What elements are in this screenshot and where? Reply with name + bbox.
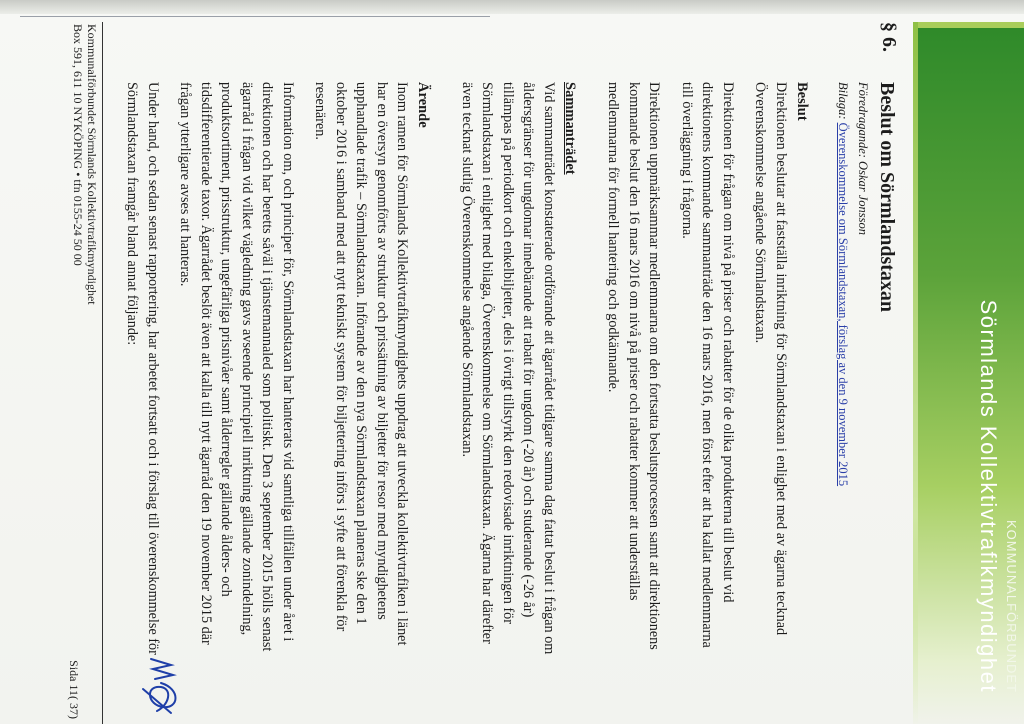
attachment-label: Bilaga: (836, 82, 850, 120)
section-number: § 6. (878, 22, 900, 52)
sammantradet-heading: Sammanträdet (562, 82, 578, 175)
presenter-name: Oskar Jonsson (856, 161, 870, 236)
header-stripe (913, 22, 918, 724)
scan-line (20, 16, 490, 17)
beslut-paragraph-1: Direktionen beslutar att fastställa inriktning för Sörmlandstaxan i enlighet med av ägarna tecknad Överenskommelse angående Sörmlandstaxan. (752, 82, 789, 636)
beslut-paragraph-3: Direktionen uppmärksammar medlemmarna om den fortsatta beslutsprocessen samt att direktionens kommande beslut den 16 mars 2016 om nivå på priser och rabatter kommer att underställas medlemmarna för formell hantering och godkännande. (605, 82, 663, 650)
presenter-label: Föredragande: (856, 82, 870, 158)
scan-edge (0, 0, 1024, 14)
arende-paragraph-2: Information om, och principer för, Sörmlandstaxan har hanterats vid samtliga tillfällen under året i direktionen och har beretts såväl i tjänstemannaled som politiskt. Den 3 september 2015 hölls senast ägarråd i frågan vid vilket vägledning gavs avseende principiell inriktning gällande zonindelning, produktsortiment, prisstruktur, ungefärliga prisnivåer samt ålderregler gällande ålders- och tidsdifferentierade taxor. Ägarrådet beslöt även att kalla till nytt ägarråd den 19 november 2015 där frågan ytterligare avses att hanteras. (177, 82, 296, 652)
sammantradet-paragraph: Vid sammanträdet konstaterade ordförande att ägarrådet tidigare samma dag fattat beslut i frågan om åldersgränser för ungdomar innebärande att rabatt för ungdom (-20 år) och studerande (-26 år) tillämpas på periodkort och enkelbiljetter, dels i övrigt tillstyrkt den redovisade inriktningen för Sörmlandstaxan i enlighet med bilaga, Överenskommelse om Sörmlandstaxan. Ägarna har därefter även tecknat slutlig Överenskommelse angående Sörmlandstaxan. (459, 82, 557, 655)
attachment-link[interactable]: Överenskommelse om Sörmlandstaxan, förslag av den 9 november 2015 (836, 122, 850, 487)
page-number: Sida 11( 37) (67, 660, 81, 719)
signature-initials (121, 649, 191, 719)
document-content (124, 22, 900, 662)
section-title: Beslut om Sörmlandstaxan (876, 82, 898, 313)
arende-paragraph-1: Inom ramen för Sörmlands Kollektivtrafikmyndighets uppdrag att utveckla kollektivtrafiken i länet har en översyn genomförts av struktur och prissättning av biljetter för resor med myndighetens upphandlade trafik – Sörmlandstaxan. Införande av den nya Sörmlandstaxan planeras ske den 1 oktober 2016 i samband med att nytt tekniskt system för biljettering införs i syfte att förenkla för resenären. (312, 82, 411, 646)
arende-paragraph-3: Under hand, och sedan senast rapportering, har arbetet fortsatt och i förslag till överenskommelse för Sörmlandstaxan framgår bland annat följande: (124, 82, 161, 655)
footer-address-block (71, 24, 99, 305)
beslut-paragraph-2: Direktionen för frågan om nivå på priser och rabatter för de olika produkterna till beslut vid direktionens kommande sammanträde den 16 mars 2016, men först efter att ha kallat medlemmarna till överläggning i frågorna. (679, 82, 736, 648)
presenter-line (855, 82, 871, 662)
page-footer (53, 22, 103, 724)
header-org-big: Sörmlands Kollektivtrafikmyndighet (976, 299, 1001, 693)
arende-heading: Ärende (415, 82, 432, 128)
beslut-heading: Beslut (794, 82, 810, 121)
header-band (913, 22, 1024, 724)
footer-rule (102, 22, 103, 724)
attachment-line (835, 82, 851, 662)
document-page (51, 22, 1024, 724)
footer-address: Box 591, 611 10 NYKÖPING • tfn 0155-24 50 00 (71, 24, 85, 266)
header-org-small: KOMMUNALFÖRBUNDET (1004, 519, 1019, 693)
footer-org: Kommunalförbundet Sörmlands Kollektivtrafikmyndighet (85, 24, 99, 305)
